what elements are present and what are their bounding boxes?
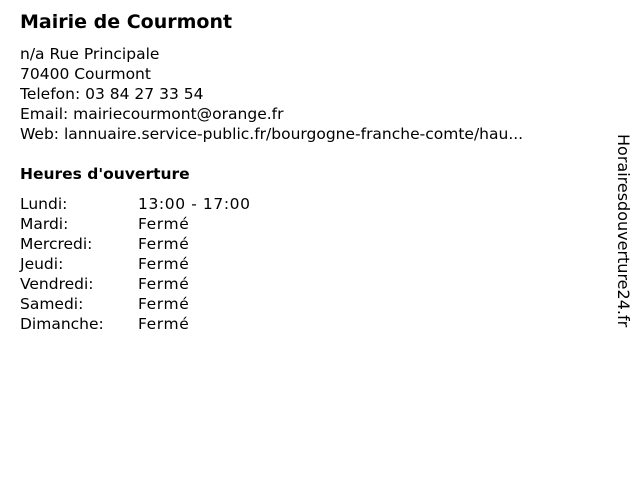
day-label: Mercredi: [20, 235, 93, 253]
day-hours: 13:00 - 17:00 [138, 195, 251, 213]
day-label: Dimanche: [20, 315, 104, 333]
hours-row-thursday [20, 254, 251, 274]
city-postcode: 70400 Courmont [20, 65, 151, 83]
day-hours: Fermé [138, 235, 190, 253]
email-address[interactable]: Email: mairiecourmont@orange.fr [20, 105, 284, 123]
day-hours: Fermé [138, 295, 190, 313]
day-label: Vendredi: [20, 275, 94, 293]
opening-hours-table [20, 194, 251, 334]
day-hours: Fermé [138, 255, 190, 273]
hours-row-monday [20, 194, 251, 214]
opening-hours-heading: Heures d'ouverture [20, 165, 190, 183]
hours-row-friday [20, 274, 251, 294]
day-hours: Fermé [138, 215, 190, 233]
hours-row-saturday [20, 294, 251, 314]
day-label: Jeudi: [20, 255, 64, 273]
page-title: Mairie de Courmont [20, 11, 233, 33]
day-label: Lundi: [20, 195, 68, 213]
day-label: Samedi: [20, 295, 84, 313]
hours-row-tuesday [20, 214, 251, 234]
address-block [20, 44, 595, 144]
day-hours: Fermé [138, 315, 190, 333]
hours-row-sunday [20, 314, 251, 334]
site-brand-vertical: Horairesdouverture24.fr [614, 134, 633, 328]
phone-number[interactable]: Telefon: 03 84 27 33 54 [20, 85, 204, 103]
day-hours: Fermé [138, 275, 190, 293]
website-link[interactable]: Web: lannuaire.service-public.fr/bourgogne-franche-comte/hau... [20, 125, 524, 143]
hours-row-wednesday [20, 234, 251, 254]
street-address: n/a Rue Principale [20, 45, 160, 63]
day-label: Mardi: [20, 215, 69, 233]
